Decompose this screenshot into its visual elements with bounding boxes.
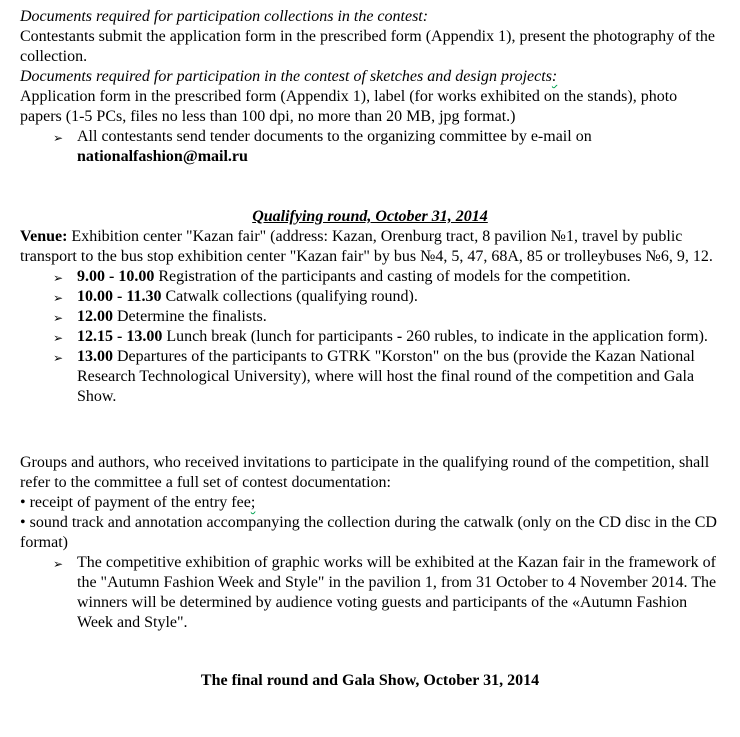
text-run: Contestants submit the application form in the prescribed form (Appendix 1), present the photography of the collection.: [20, 28, 715, 65]
paragraph: [20, 513, 720, 553]
text-run: 13.00: [77, 348, 113, 365]
arrow-bullet-icon: ➢: [53, 331, 64, 345]
text-run: ;: [250, 494, 256, 511]
paragraph: [20, 87, 720, 127]
text-run: Departures of the participants to GTRK "Korston" on the bus (provide the Kazan National Research Technological University), where will host the final round of the competition and Gala Show.: [77, 348, 695, 405]
spacer: [20, 167, 720, 207]
arrow-bullet-icon: ➢: [53, 131, 64, 145]
paragraph: [20, 453, 720, 493]
text-run: • receipt of payment of the entry fee: [20, 494, 251, 511]
text-run: The final round and Gala Show, October 31, 2014: [200, 672, 540, 689]
arrow-bullet-icon: ➢: [53, 271, 64, 285]
text-run: Lunch break (lunch for participants: [162, 328, 397, 345]
text-run: Determine the finalists.: [113, 308, 267, 325]
text-run: 12.15 - 13.00: [77, 328, 163, 345]
arrow-bullet-icon: ➢: [53, 351, 64, 365]
paragraph: [20, 493, 720, 513]
list-item: [20, 127, 720, 167]
list-item: [20, 347, 720, 407]
text-run: 260 rubles, to indicate in the application form).: [402, 328, 708, 345]
text-run: 12.00: [77, 308, 113, 325]
list-item: [20, 553, 720, 633]
list-item: [20, 307, 720, 327]
spacer: [20, 633, 720, 671]
text-run: :: [551, 68, 558, 85]
paragraph: [20, 7, 720, 27]
list-item: [20, 287, 720, 307]
spacer: [20, 407, 720, 453]
qualifying-round-heading: [20, 207, 720, 227]
paragraph: [20, 227, 720, 267]
list-item: [20, 267, 720, 287]
list-item: [20, 327, 720, 347]
arrow-bullet-icon: ➢: [53, 291, 64, 305]
paragraph: [20, 27, 720, 67]
final-round-heading: [20, 671, 720, 691]
arrow-bullet-icon: ➢: [53, 557, 64, 571]
arrow-bullet-icon: ➢: [53, 311, 64, 325]
text-run: Application form in the prescribed form (Appendix 1), label (for works exhibited on the stands), photo papers (1-5 PCs, files no less than 100 dpi, no more than 20 MB, jpg format.): [20, 88, 678, 125]
text-run: nationalfashion@mail.ru: [77, 148, 248, 165]
text-run: Documents required for participation collections in the contest:: [20, 8, 429, 25]
text-run: -: [396, 328, 403, 345]
text-run: The competitive exhibition of graphic works will be exhibited at the Kazan fair in the framework of the "Autumn Fashion Week and Style" in the pavilion 1, from 31 October to 4 November 2014. The winners will be determined by audience voting guests and participants of the «Autumn Fashion Week and Style".: [77, 554, 717, 631]
text-run: 10.00 - 11.30: [77, 288, 162, 305]
text-run: Catwalk collections (qualifying round).: [161, 288, 418, 305]
paragraph: [20, 67, 720, 87]
text-run: Venue:: [20, 228, 68, 245]
text-run: • sound track and annotation accompanying the collection during the catwalk (only on the CD disc in the CD format): [20, 514, 717, 551]
text-run: Documents required for participation in the contest of sketches and design projects: [20, 68, 552, 85]
text-run: Registration of the participants and casting of models for the competition.: [154, 268, 631, 285]
text-run: Groups and authors, who received invitations to participate in the qualifying round of the competition, shall refer to the committee a full set of contest documentation:: [20, 454, 710, 491]
text-run: All contestants send tender documents to the organizing committee by e-mail on: [77, 128, 592, 145]
text-run: 9.00 - 10.00: [77, 268, 155, 285]
document-body: [20, 7, 720, 691]
text-run: Qualifying round, October 31, 2014: [252, 208, 488, 225]
text-run: Exhibition center "Kazan fair" (address: Kazan, Orenburg tract, 8 pavilion №1, travel by public transport to the bus stop exhibition center "Kazan fair" by bus №4, 5, 47, 68A, 85 or trolleybuses №6, 9, 12.: [20, 228, 713, 265]
